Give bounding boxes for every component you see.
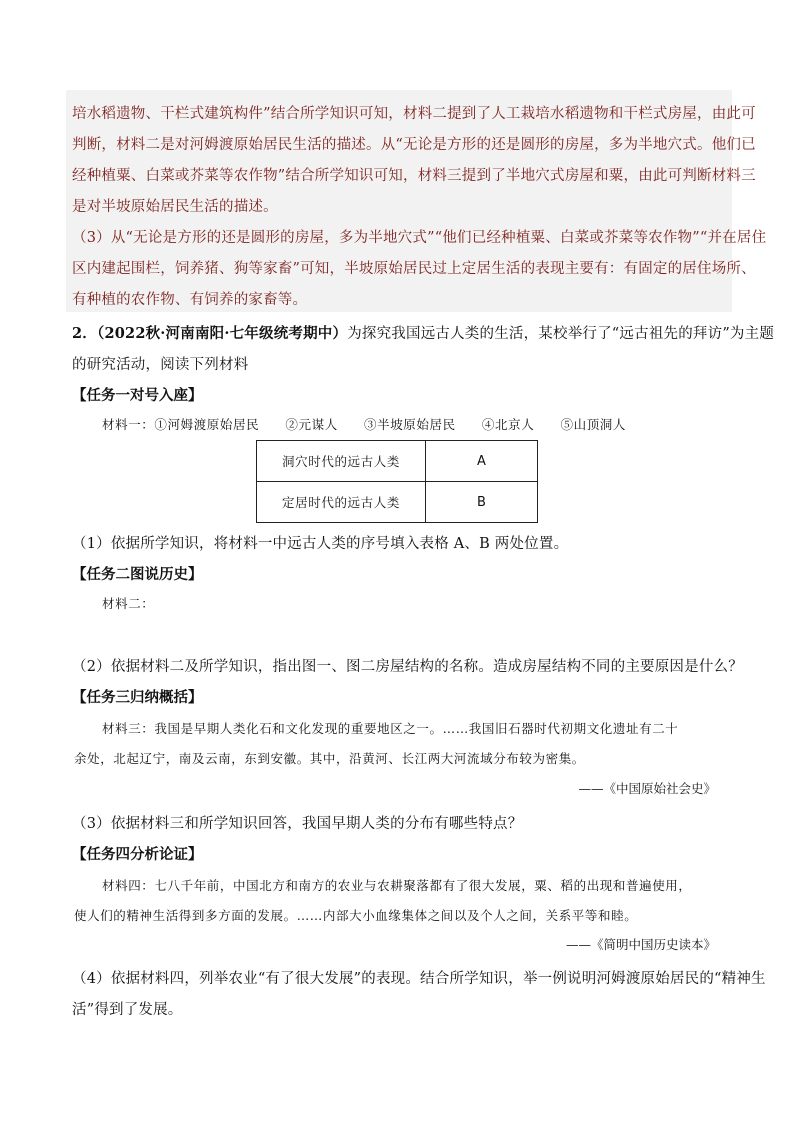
task2-question: （2）依据材料二及所学知识，指出图一、图二房屋结构的名称。造成房屋结构不同的主要原因是什么？ <box>72 659 743 675</box>
answer-line-1: 培水稻遗物、干栏式建筑构件”结合所学知识可知，材料二提到了人工栽培水稻遗物和干栏式房屋，由此可 <box>72 106 756 122</box>
task3-question: （3）依据材料三和所学知识回答，我国早期人类的分布有哪些特点？ <box>72 816 523 832</box>
task4-source: ——《简明中国历史读本》 <box>565 937 716 952</box>
task1-material: 材料一：①河姆渡原始居民 ②元谋人 ③半坡原始居民 ④北京人 ⑤山顶洞人 <box>102 417 627 432</box>
task3-title: 【任务三归纳概括】 <box>72 689 203 706</box>
answer-line-5: （3）从“无论是方形的还是圆形的房屋，多为半地穴式”“他们已经种植粟、白菜或芥菜等农作物”“并在居住 <box>72 230 767 246</box>
task3-material-line1: 材料三：我国是早期人类化石和文化发现的重要地区之一。……我国旧石器时代初期文化遗址有二十 <box>102 721 679 736</box>
task4-material-line1: 材料四：七八千年前，中国北方和南方的农业与农耕聚落都有了很大发展，粟、稻的出现和普遍使用， <box>102 878 692 893</box>
humans-table <box>256 440 538 523</box>
table-label-settled: 定居时代的远古人类 <box>257 482 426 523</box>
answer-line-3: 经种植粟、白菜或芥菜等农作物”结合所学知识可知，材料三提到了半地穴式房屋和粟，由此可判断材料三 <box>72 168 756 184</box>
answer-line-4: 是对半坡原始居民生活的描述。 <box>72 199 278 215</box>
answer-line-6: 区内建起围栏，饲养猪、狗等家畜”可知，半坡原始居民过上定居生活的表现主要有：有固定的居住场所、 <box>72 261 756 277</box>
question-intro-line2: 的研究活动，阅读下列材料 <box>72 357 249 373</box>
task2-title: 【任务二图说历史】 <box>72 566 203 583</box>
answer-line-7: 有种植的农作物、有饲养的家畜等。 <box>72 292 308 308</box>
question-number: 2． <box>72 325 97 342</box>
table-row <box>257 482 538 523</box>
table-blank-a: A <box>426 441 538 482</box>
task4-material-line2: 使人们的精神生活得到多方面的发展。……内部大小血缘集体之间以及个人之间，关系平等和睦。 <box>74 908 638 923</box>
question-intro-text: 为探究我国远古人类的生活，某校举行了“远古祖先的拜访”为主题 <box>347 326 775 342</box>
table-blank-b: B <box>426 482 538 523</box>
question-source: （2022秋·河南南阳·七年级统考期中） <box>97 325 348 342</box>
task4-question-line2: 活”得到了发展。 <box>72 1002 183 1018</box>
table-label-cave: 洞穴时代的远古人类 <box>257 441 426 482</box>
task4-title: 【任务四分析论证】 <box>72 846 203 863</box>
task2-material: 材料二： <box>102 596 155 611</box>
task1-question: （1）依据所学知识，将材料一中远古人类的序号填入表格 A、B 两处位置。 <box>72 536 569 552</box>
answer-line-2: 判断，材料二是对河姆渡原始居民生活的描述。从“无论是方形的还是圆形的房屋，多为半地穴式。他们已 <box>72 137 756 153</box>
task4-question-line1: （4）依据材料四，列举农业“有了很大发展”的表现。结合所学知识，举一例说明河姆渡原始居民的“精神生 <box>72 971 766 987</box>
task3-material-line2: 余处，北起辽宁，南及云南，东到安徽。其中，沿黄河、长江两大河流域分布较为密集。 <box>74 751 585 766</box>
task1-title: 【任务一对号入座】 <box>72 387 203 404</box>
table-row <box>257 441 538 482</box>
task3-source: ——《中国原始社会史》 <box>578 781 716 796</box>
question-intro <box>72 322 774 343</box>
